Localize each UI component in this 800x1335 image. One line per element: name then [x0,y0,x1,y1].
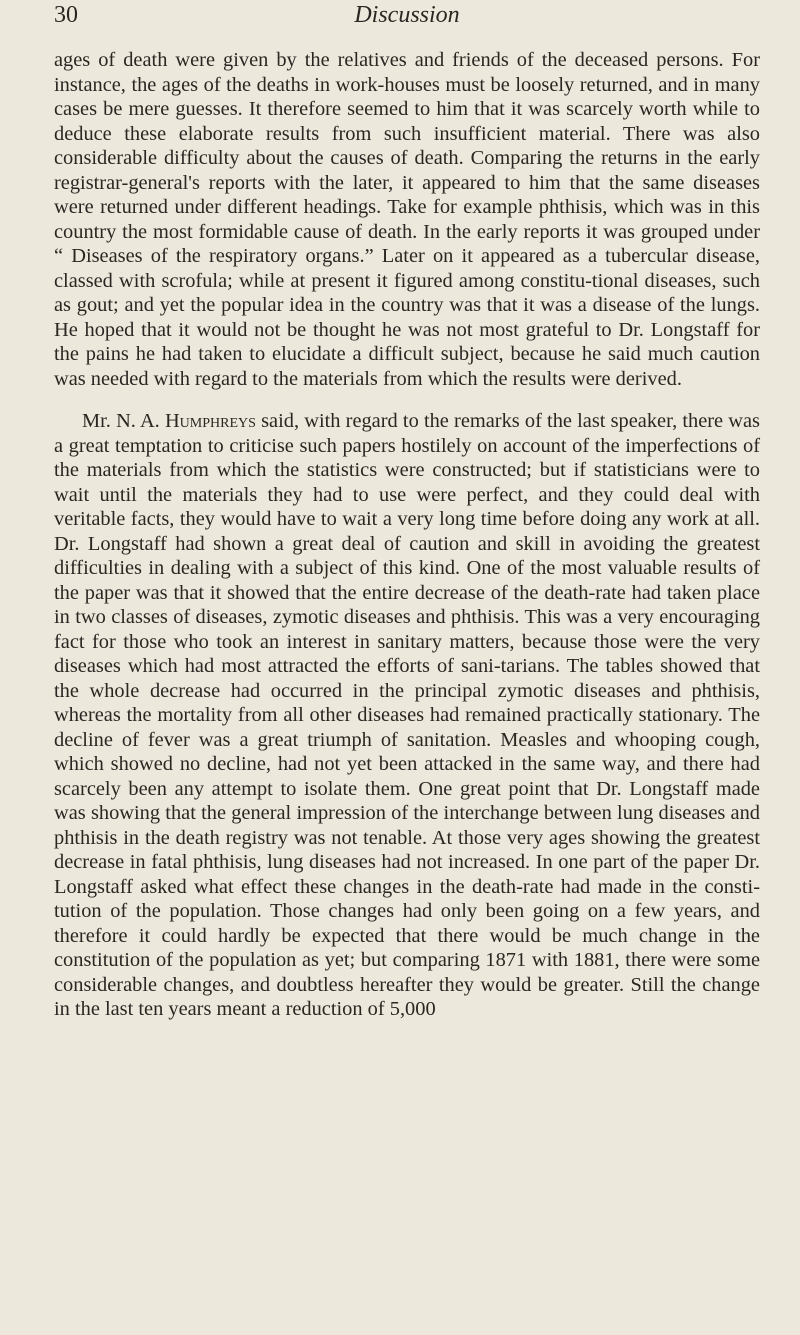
speaker-prefix: Mr. N. A. [82,410,165,432]
paragraph-text: said, with regard to the remarks of the last speaker, there was a great temptation to criticise such papers hostilely on account of the imperfections of the materials from which the statistics were constructed; but if statisticians were to wait until the materials they had to use were perfect, and they could deal with veritable facts, they would have to wait a very long time before doing any work at all. Dr. Longstaff had shown a great deal of caution and skill in avoiding the greatest difficulties in dealing with a subject of this kind. One of the most valuable results of the paper was that it showed that the entire decrease of the death-rate had taken place in two classes of diseases, zymotic diseases and phthisis. This was a very encouraging fact for those who took an interest in sanitary matters, because those were the very diseases which had most attracted the efforts of sani-tarians. The tables showed that the whole decrease had occurred in the principal zymotic diseases and phthisis, whereas the mortality from all other diseases had remained practically stationary. The decline of fever was a great triumph of sanitation. Measles and whooping cough, which showed no decline, had not yet been attacked in the same way, and there had scarcely been any attempt to isolate them. One great point that Dr. Longstaff made was showing that the general impression of the interchange between lung diseases and phthisis in the death registry was not tenable. At those very ages showing the greatest decrease in fatal phthisis, lung diseases had not increased. In one part of the paper Dr. Longstaff asked what effect these changes in the death-rate had made in the consti-tution of the population. Those changes had only been going on a few years, and therefore it could hardly be expected that there would be much change in the constitution of the population as yet; but comparing 1871 with 1881, there were some considerable changes, and doubtless hereafter they would be greater. Still the change in the last ten years meant a reduction of 5,000 [54,410,760,1020]
running-title: Discussion [354,2,460,28]
paragraph-previous-speaker [54,48,760,391]
running-head [54,0,760,40]
speaker-name: Humphreys [164,410,256,432]
paragraph-humphreys [54,409,760,1022]
body-text [54,48,760,1022]
paragraph-text: ages of death were given by the relatives and friends of the deceased persons. For instance, the ages of the deaths in work-houses must be loosely returned, and in many cases be mere guesses. It therefore seemed to him that it was scarcely worth while to deduce these elaborate results from such insufficient material. There was also considerable difficulty about the causes of death. Comparing the returns in the early registrar-general's reports with the later, it appeared to him that the same diseases were returned under different headings. Take for example phthisis, which was in this country the most formidable cause of death. In the early reports it was grouped under “ Diseases of the respiratory organs.” Later on it appeared as a tubercular disease, classed with scrofula; while at present it figured among constitu-tional diseases, such as gout; and yet the popular idea in the country was that it was a disease of the lungs. He hoped that it would not be thought he was not most grateful to Dr. Longstaff for the pains he had taken to elucidate a difficult subject, because he said much caution was needed with regard to the materials from which the results were derived. [54,49,760,390]
page-number: 30 [54,2,78,28]
